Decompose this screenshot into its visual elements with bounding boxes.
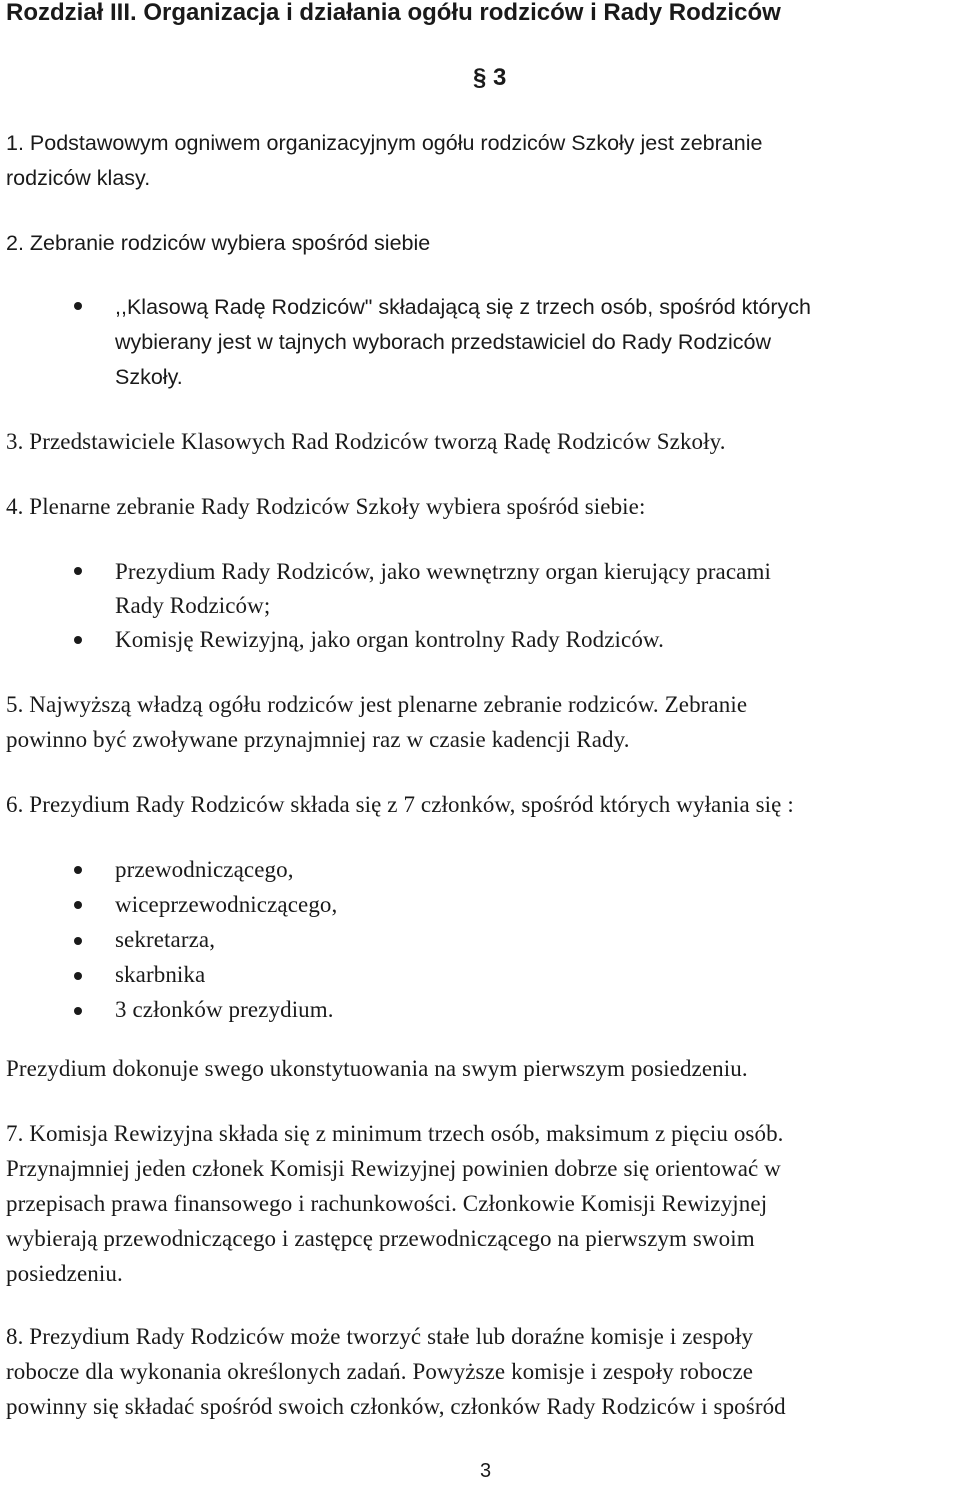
paragraph-6-note: Prezydium dokonuje swego ukonstytuowania na swym pierwszym posiedzeniu. <box>6 1056 748 1081</box>
bullet-icon <box>74 937 82 945</box>
paragraph-2-bullet-line-3: Szkoły. <box>115 365 183 389</box>
paragraph-3: 3. Przedstawiciele Klasowych Rad Rodziców tworzą Radę Rodziców Szkoły. <box>6 429 726 454</box>
bullet-icon <box>74 901 82 909</box>
chapter-title: Rozdział III. Organizacja i działania ogółu rodziców i Rady Rodziców <box>6 0 781 26</box>
paragraph-7-line-1: 7. Komisja Rewizyjna składa się z minimum trzech osób, maksimum z pięciu osób. <box>6 1121 784 1146</box>
paragraph-7-line-3: przepisach prawa finansowego i rachunkowości. Członkowie Komisji Rewizyjnej <box>6 1191 768 1216</box>
paragraph-4-bullet-1-line-2: Rady Rodziców; <box>115 593 271 618</box>
paragraph-1-line-2: rodziców klasy. <box>6 166 151 190</box>
paragraph-6-list-item: przewodniczącego, <box>115 857 294 882</box>
page-number: 3 <box>480 1460 492 1482</box>
paragraph-7-line-5: posiedzeniu. <box>6 1261 123 1286</box>
paragraph-6-list-item: 3 członków prezydium. <box>115 997 334 1022</box>
paragraph-6: 6. Prezydium Rady Rodziców składa się z 7 członków, spośród których wyłania się : <box>6 792 794 817</box>
bullet-icon <box>74 636 82 644</box>
paragraph-7-line-2: Przynajmniej jeden członek Komisji Rewizyjnej powinien dobrze się orientować w <box>6 1156 781 1181</box>
paragraph-7-line-4: wybierają przewodniczącego i zastępcę przewodniczącego na pierwszym swoim <box>6 1226 755 1251</box>
paragraph-2: 2. Zebranie rodziców wybiera spośród siebie <box>6 231 431 255</box>
paragraph-4: 4. Plenarne zebranie Rady Rodziców Szkoły wybiera spośród siebie: <box>6 494 646 519</box>
section-number: § 3 <box>473 64 507 91</box>
paragraph-6-list-item: wiceprzewodniczącego, <box>115 892 338 917</box>
paragraph-8-line-3: powinny się składać spośród swoich członków, członków Rady Rodziców i spośród <box>6 1394 786 1419</box>
bullet-icon <box>74 302 82 310</box>
paragraph-2-bullet-line-2: wybierany jest w tajnych wyborach przedstawiciel do Rady Rodziców <box>115 330 772 354</box>
paragraph-2-bullet-line-1: ,,Klasową Radę Rodziców" składającą się z trzech osób, spośród których <box>115 295 811 319</box>
bullet-icon <box>74 866 82 874</box>
paragraph-4-bullet-2: Komisję Rewizyjną, jako organ kontrolny Rady Rodziców. <box>115 627 664 652</box>
paragraph-1-line-1: 1. Podstawowym ogniwem organizacyjnym ogółu rodziców Szkoły jest zebranie <box>6 131 763 155</box>
paragraph-5-line-1: 5. Najwyższą władzą ogółu rodziców jest plenarne zebranie rodziców. Zebranie <box>6 692 748 717</box>
paragraph-4-bullet-1-line-1: Prezydium Rady Rodziców, jako wewnętrzny organ kierujący pracami <box>115 559 771 584</box>
bullet-icon <box>74 567 82 575</box>
paragraph-6-list-item: sekretarza, <box>115 927 216 952</box>
paragraph-8-line-1: 8. Prezydium Rady Rodziców może tworzyć stałe lub doraźne komisje i zespoły <box>6 1324 754 1349</box>
paragraph-5-line-2: powinno być zwoływane przynajmniej raz w czasie kadencji Rady. <box>6 727 630 752</box>
paragraph-8-line-2: robocze dla wykonania określonych zadań. Powyższe komisje i zespoły robocze <box>6 1359 754 1384</box>
bullet-icon <box>74 972 82 980</box>
paragraph-6-list-item: skarbnika <box>115 962 206 987</box>
bullet-icon <box>74 1007 82 1015</box>
